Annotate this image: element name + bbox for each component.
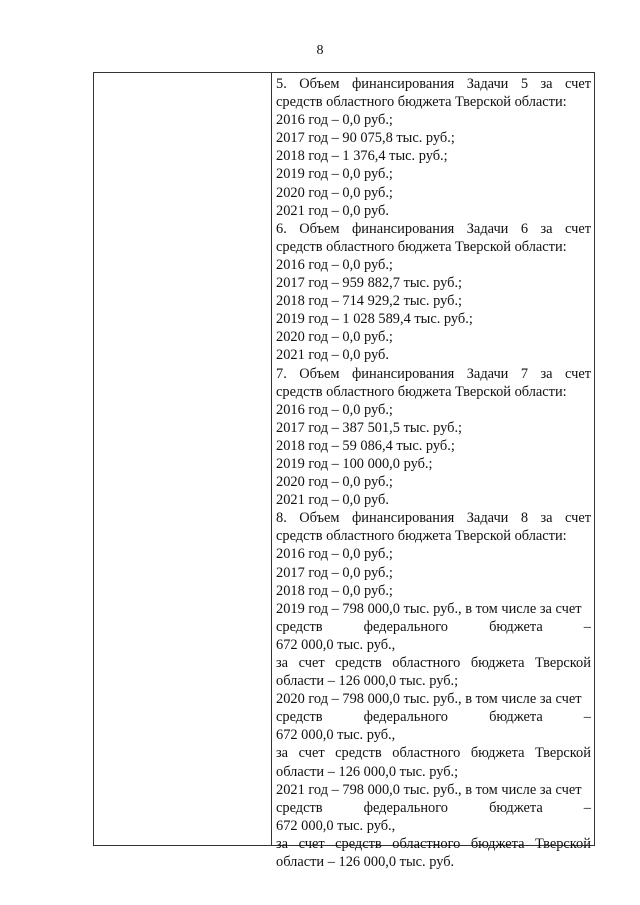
federal-amount-line: 672 000,0 тыс. руб.,	[276, 636, 396, 653]
word: средств	[276, 618, 323, 635]
word: за	[276, 835, 289, 852]
word: за	[276, 745, 289, 762]
text-line: 2018 год – 59 086,4 тыс. руб.;	[276, 437, 455, 454]
word: счет	[564, 365, 591, 382]
federal-budget-line	[276, 618, 591, 636]
word: Объем	[299, 510, 340, 527]
word: средств	[335, 745, 382, 762]
word: за	[276, 655, 289, 671]
word: счет	[298, 835, 325, 852]
word: финансирования	[351, 365, 455, 382]
regional-budget-line	[276, 744, 591, 762]
text-line: 2020 год – 0,0 руб.;	[276, 474, 393, 491]
word: средств	[335, 835, 382, 852]
word: бюджета	[470, 835, 525, 852]
word: федерального	[363, 618, 448, 635]
text-line: 2018 год – 0,0 руб.;	[276, 582, 393, 599]
federal-budget-line	[276, 799, 591, 817]
word: Задачи	[466, 76, 509, 92]
word: областного	[392, 835, 461, 852]
section-heading	[276, 509, 591, 527]
word: за	[540, 365, 553, 382]
text-line: 2021 год – 0,0 руб.	[276, 347, 389, 364]
word: средств	[335, 655, 382, 671]
word: бюджета	[470, 745, 525, 762]
word: бюджета	[489, 709, 543, 726]
word: Задачи	[466, 365, 509, 382]
word: федерального	[363, 709, 448, 726]
section-heading	[276, 75, 591, 93]
text-line: 2017 год – 959 882,7 тыс. руб.;	[276, 275, 463, 292]
text-line: средств областного бюджета Тверской области:	[276, 238, 567, 255]
text-line: 2016 год – 0,0 руб.;	[276, 546, 393, 563]
regional-amount-line: области – 126 000,0 тыс. руб.;	[276, 673, 459, 690]
text-line: 2016 год – 0,0 руб.;	[276, 401, 393, 418]
word: за	[540, 76, 553, 92]
word: 7	[520, 365, 529, 382]
text-line: средств областного бюджета Тверской области:	[276, 383, 567, 400]
section-heading	[276, 365, 591, 383]
funding-table	[93, 72, 595, 871]
word: 5	[520, 76, 529, 92]
section-heading	[276, 220, 591, 238]
text-line: 2021 год – 0,0 руб.	[276, 492, 389, 509]
word: 8.	[276, 510, 287, 527]
word: Объем	[299, 76, 340, 92]
word: за	[540, 510, 553, 527]
text-line: средств областного бюджета Тверской области:	[276, 528, 567, 545]
word: Тверской	[535, 835, 591, 852]
word: счет	[564, 76, 591, 92]
page-number: 8	[316, 43, 324, 58]
text-line: 2017 год – 0,0 руб.;	[276, 564, 393, 581]
year-line: 2020 год – 798 000,0 тыс. руб., в том числе за счет	[276, 691, 582, 708]
federal-budget-line	[276, 708, 591, 726]
text-line: 2016 год – 0,0 руб.;	[276, 112, 393, 129]
word: –	[583, 709, 591, 726]
word: бюджета	[489, 799, 543, 816]
text-line: 2018 год – 1 376,4 тыс. руб.;	[276, 148, 448, 165]
federal-amount-line: 672 000,0 тыс. руб.,	[276, 727, 396, 744]
federal-amount-line: 672 000,0 тыс. руб.,	[276, 817, 396, 834]
text-line: 2017 год – 387 501,5 тыс. руб.;	[276, 419, 463, 436]
word: Тверской	[535, 745, 591, 762]
word: средств	[276, 709, 323, 726]
word: счет	[564, 510, 591, 527]
word: 6	[520, 220, 529, 237]
word: счет	[564, 220, 591, 237]
text-line: 2019 год – 1 028 589,4 тыс. руб.;	[276, 311, 473, 328]
year-line: 2021 год – 798 000,0 тыс. руб., в том числе за счет	[276, 781, 582, 798]
word: областного	[392, 655, 461, 671]
table-left-cell	[94, 73, 272, 845]
word: Объем	[299, 220, 340, 237]
word: счет	[298, 745, 325, 762]
word: федерального	[363, 799, 448, 816]
word: 6.	[276, 220, 287, 237]
word: 7.	[276, 365, 287, 382]
word: 5.	[276, 76, 287, 92]
regional-amount-line: области – 126 000,0 тыс. руб.;	[276, 763, 459, 780]
word: 8	[520, 510, 529, 527]
word: –	[583, 799, 591, 816]
text-line: 2020 год – 0,0 руб.;	[276, 329, 393, 346]
word: бюджета	[470, 655, 525, 671]
word: счет	[298, 655, 325, 671]
word: –	[583, 618, 591, 635]
word: бюджета	[489, 618, 543, 635]
regional-budget-line	[276, 835, 591, 853]
word: за	[540, 220, 553, 237]
funding-text-cell	[272, 75, 594, 871]
word: областного	[392, 745, 461, 762]
word: средств	[276, 799, 323, 816]
regional-budget-line	[276, 654, 591, 672]
word: Тверской	[535, 655, 591, 671]
word: Задачи	[466, 510, 509, 527]
text-line: 2019 год – 100 000,0 руб.;	[276, 455, 433, 472]
text-line: 2019 год – 0,0 руб.;	[276, 166, 393, 183]
word: Задачи	[466, 220, 509, 237]
text-line: 2018 год – 714 929,2 тыс. руб.;	[276, 293, 463, 310]
word: Объем	[299, 365, 340, 382]
text-line: 2021 год – 0,0 руб.	[276, 202, 389, 219]
year-line: 2019 год – 798 000,0 тыс. руб., в том числе за счет	[276, 600, 582, 617]
text-line: 2016 год – 0,0 руб.;	[276, 256, 393, 273]
text-line: 2017 год – 90 075,8 тыс. руб.;	[276, 130, 455, 147]
text-line: средств областного бюджета Тверской области:	[276, 94, 567, 111]
word: финансирования	[351, 510, 455, 527]
text-line: 2020 год – 0,0 руб.;	[276, 184, 393, 201]
word: финансирования	[351, 76, 455, 92]
regional-amount-line: области – 126 000,0 тыс. руб.	[276, 854, 455, 871]
word: финансирования	[351, 220, 455, 237]
